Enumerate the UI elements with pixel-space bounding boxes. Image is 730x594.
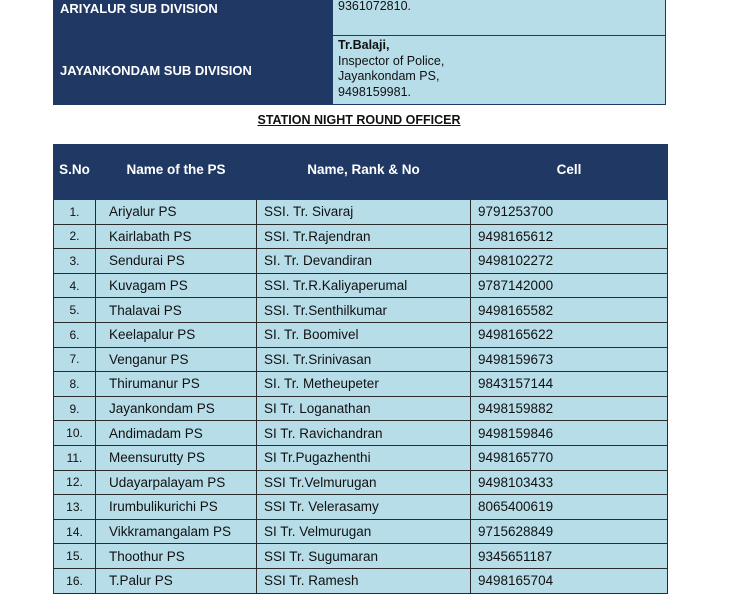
cell-ps-name: Ariyalur PS — [96, 200, 257, 225]
cell-sno: 15. — [54, 544, 96, 569]
cell-phone: 9787142000 — [471, 273, 668, 298]
cell-ps-name: Thalavai PS — [96, 298, 257, 323]
cell-officer: SI Tr. Ravichandran — [257, 421, 471, 446]
cell-phone: 9498165582 — [471, 298, 668, 323]
cell-officer: SI. Tr. Boomivel — [257, 322, 471, 347]
cell-phone: 9345651187 — [471, 544, 668, 569]
cell-sno: 11. — [54, 445, 96, 470]
sub-division-row — [54, 0, 666, 36]
table-row — [54, 200, 668, 225]
cell-ps-name: Kuvagam PS — [96, 273, 257, 298]
cell-officer: SI Tr.Pugazhenthi — [257, 445, 471, 470]
cell-sno: 3. — [54, 249, 96, 274]
cell-ps-name: Meensurutty PS — [96, 445, 257, 470]
cell-sno: 16. — [54, 568, 96, 593]
cell-sno: 6. — [54, 322, 96, 347]
cell-sno: 1. — [54, 200, 96, 225]
cell-officer: SSI. Tr.R.Kaliyaperumal — [257, 273, 471, 298]
sub-division-name: ARIYALUR SUB DIVISION — [54, 0, 333, 36]
cell-phone: 9498165704 — [471, 568, 668, 593]
cell-phone: 9498159673 — [471, 347, 668, 372]
cell-officer: SSI. Tr. Sivaraj — [257, 200, 471, 225]
cell-ps-name: Udayarpalayam PS — [96, 470, 257, 495]
officer-name: Tr.Balaji, — [338, 38, 390, 52]
cell-phone: 9498159846 — [471, 421, 668, 446]
column-header-cell: Cell — [471, 145, 668, 200]
sub-division-table — [53, 0, 666, 105]
table-row — [54, 544, 668, 569]
sub-division-row — [54, 36, 666, 105]
cell-officer: SSI. Tr.Srinivasan — [257, 347, 471, 372]
cell-phone: 8065400619 — [471, 495, 668, 520]
cell-officer: SSI Tr. Ramesh — [257, 568, 471, 593]
cell-officer: SSI Tr. Velerasamy — [257, 495, 471, 520]
cell-phone: 9498165612 — [471, 224, 668, 249]
contact-line: 9498159981. — [338, 84, 411, 99]
sub-division-name: JAYANKONDAM SUB DIVISION — [54, 36, 333, 105]
cell-phone: 9843157144 — [471, 372, 668, 397]
table-row — [54, 298, 668, 323]
cell-sno: 8. — [54, 372, 96, 397]
cell-officer: SI Tr. Loganathan — [257, 396, 471, 421]
table-row — [54, 396, 668, 421]
cell-officer: SI Tr. Velmurugan — [257, 519, 471, 544]
cell-sno: 4. — [54, 273, 96, 298]
cell-sno: 13. — [54, 495, 96, 520]
table-row — [54, 568, 668, 593]
cell-phone: 9498165622 — [471, 322, 668, 347]
table-row — [54, 249, 668, 274]
cell-officer: SSI. Tr.Rajendran — [257, 224, 471, 249]
cell-ps-name: Thirumanur PS — [96, 372, 257, 397]
contact-line: Jayankondam PS, — [338, 69, 440, 83]
table-row — [54, 347, 668, 372]
cell-phone: 9498102272 — [471, 249, 668, 274]
cell-officer: SI. Tr. Devandiran — [257, 249, 471, 274]
cell-ps-name: Vikkramangalam PS — [96, 519, 257, 544]
cell-ps-name: Jayankondam PS — [96, 396, 257, 421]
cell-phone: 9498165770 — [471, 445, 668, 470]
column-header-ps: Name of the PS — [96, 145, 257, 200]
cell-officer: SI. Tr. Metheupeter — [257, 372, 471, 397]
table-row — [54, 273, 668, 298]
table-row — [54, 372, 668, 397]
sub-division-contact — [333, 36, 666, 105]
cell-ps-name: Kairlabath PS — [96, 224, 257, 249]
cell-ps-name: Keelapalur PS — [96, 322, 257, 347]
column-header-sno: S.No — [54, 145, 96, 200]
cell-officer: SSI Tr.Velmurugan — [257, 470, 471, 495]
cell-sno: 2. — [54, 224, 96, 249]
cell-sno: 12. — [54, 470, 96, 495]
cell-ps-name: Sendurai PS — [96, 249, 257, 274]
cell-phone: 9791253700 — [471, 200, 668, 225]
cell-ps-name: Venganur PS — [96, 347, 257, 372]
night-round-officer-table — [53, 144, 668, 594]
sub-division-contact — [333, 0, 666, 36]
table-row — [54, 445, 668, 470]
cell-sno: 14. — [54, 519, 96, 544]
cell-ps-name: T.Palur PS — [96, 568, 257, 593]
cell-sno: 10. — [54, 421, 96, 446]
cell-officer: SSI Tr. Sugumaran — [257, 544, 471, 569]
contact-line: 9361072810. — [338, 0, 411, 13]
cell-officer: SSI. Tr.Senthilkumar — [257, 298, 471, 323]
cell-ps-name: Irumbulikurichi PS — [96, 495, 257, 520]
contact-line: Inspector of Police, — [338, 53, 445, 68]
table-row — [54, 519, 668, 544]
table-row — [54, 224, 668, 249]
cell-phone: 9715628849 — [471, 519, 668, 544]
table-row — [54, 470, 668, 495]
cell-ps-name: Thoothur PS — [96, 544, 257, 569]
cell-ps-name: Andimadam PS — [96, 421, 257, 446]
section-title: STATION NIGHT ROUND OFFICER — [257, 113, 461, 127]
table-row — [54, 495, 668, 520]
table-row — [54, 421, 668, 446]
cell-phone: 9498103433 — [471, 470, 668, 495]
table-header-row — [54, 145, 668, 200]
table-row — [54, 322, 668, 347]
cell-sno: 5. — [54, 298, 96, 323]
cell-phone: 9498159882 — [471, 396, 668, 421]
cell-sno: 7. — [54, 347, 96, 372]
column-header-name: Name, Rank & No — [257, 145, 471, 200]
cell-sno: 9. — [54, 396, 96, 421]
